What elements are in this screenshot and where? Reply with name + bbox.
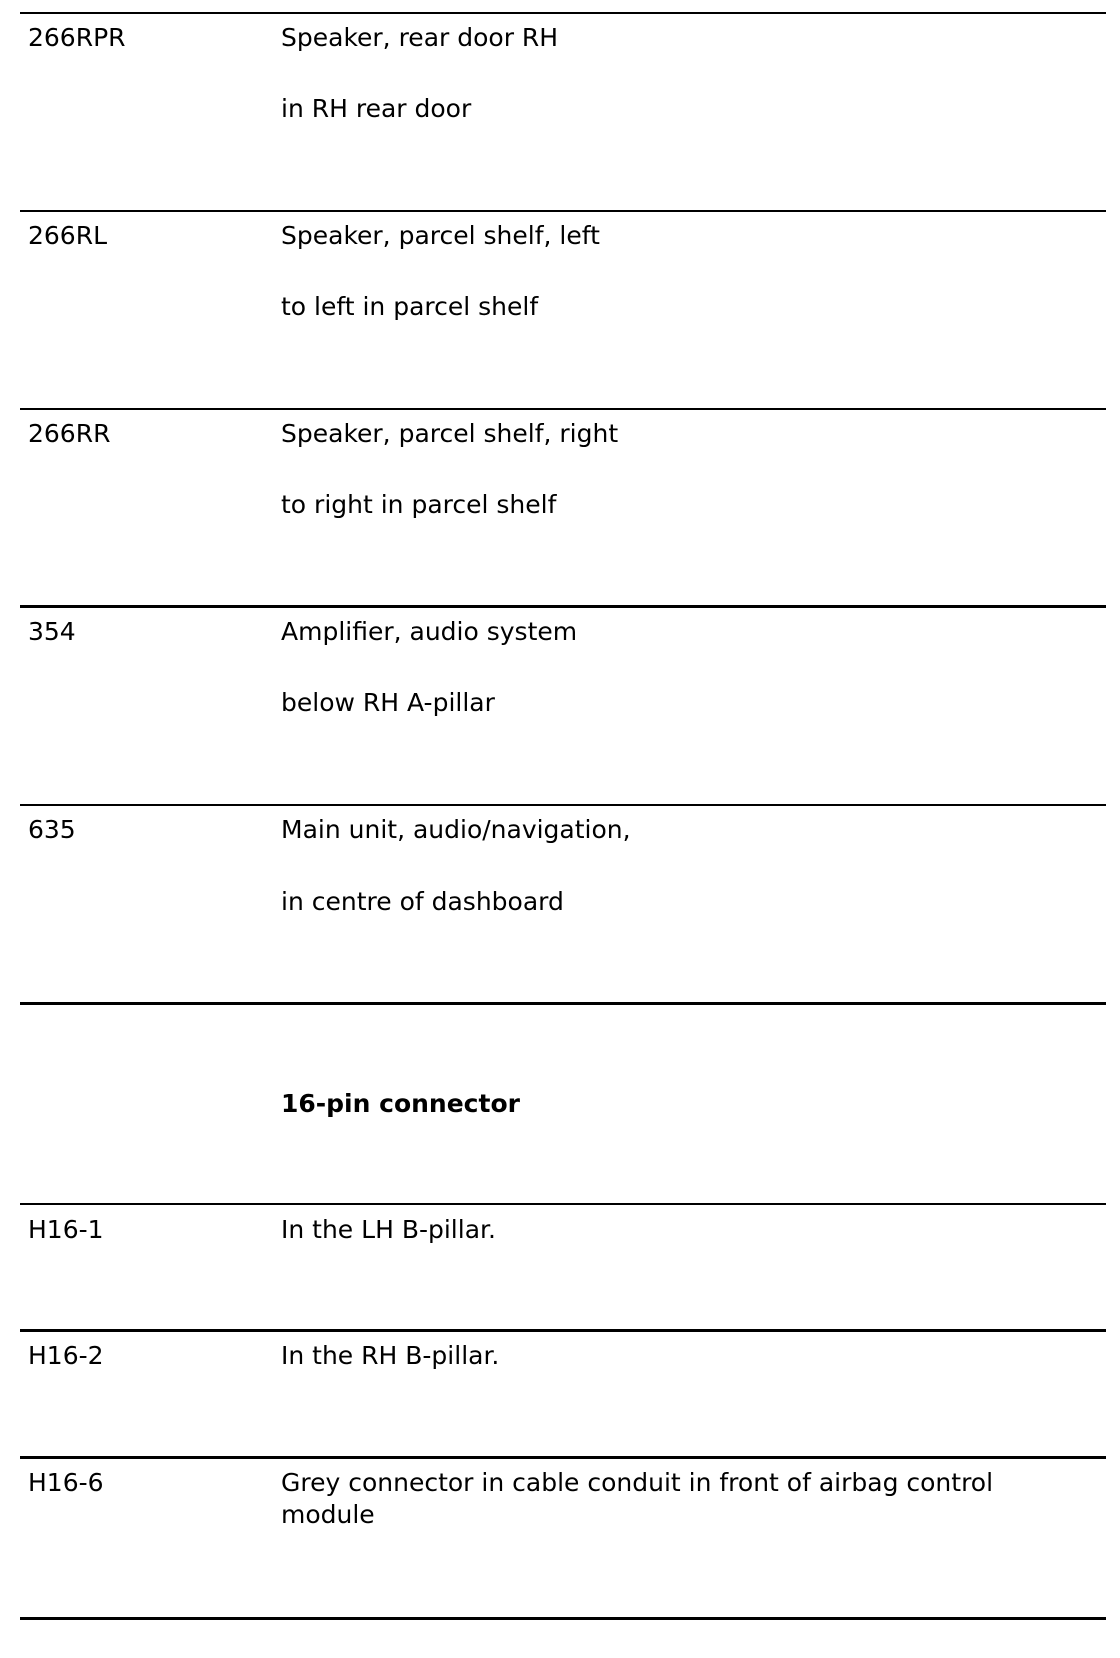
component-location: in centre of dashboard [281,887,564,916]
component-code: 266RL [28,221,108,250]
row-divider [20,1329,1106,1332]
component-code: 266RR [28,419,111,448]
component-code: 635 [28,815,76,844]
row-divider [20,605,1106,608]
component-location: in RH rear door [281,94,472,123]
row-divider [20,408,1106,410]
connector-location: In the LH B-pillar. [281,1215,496,1244]
component-code: 266RPR [28,23,126,52]
row-divider [20,210,1106,212]
connector-location: Grey connector in cable conduit in front of airbag control module [281,1468,994,1529]
component-name: Speaker, parcel shelf, right [281,419,619,448]
component-code: 354 [28,617,76,646]
component-name: Speaker, parcel shelf, left [281,221,600,250]
row-divider [20,1203,1106,1205]
row-divider [20,804,1106,806]
row-divider [20,1456,1106,1459]
component-location: to right in parcel shelf [281,490,557,519]
table-bottom-rule [20,1617,1106,1620]
connector-code: H16-6 [28,1468,104,1497]
section-heading: 16-pin connector [281,1089,520,1118]
component-name: Speaker, rear door RH [281,23,559,52]
component-name: Main unit, audio/navigation, [281,815,631,844]
connector-code: H16-1 [28,1215,104,1244]
component-name: Amplifier, audio system [281,617,578,646]
row-divider [20,12,1106,14]
connector-code: H16-2 [28,1341,104,1370]
section-divider [20,1002,1106,1005]
connector-location: In the RH B-pillar. [281,1341,500,1370]
component-location: to left in parcel shelf [281,292,539,321]
component-location: below RH A-pillar [281,688,495,717]
